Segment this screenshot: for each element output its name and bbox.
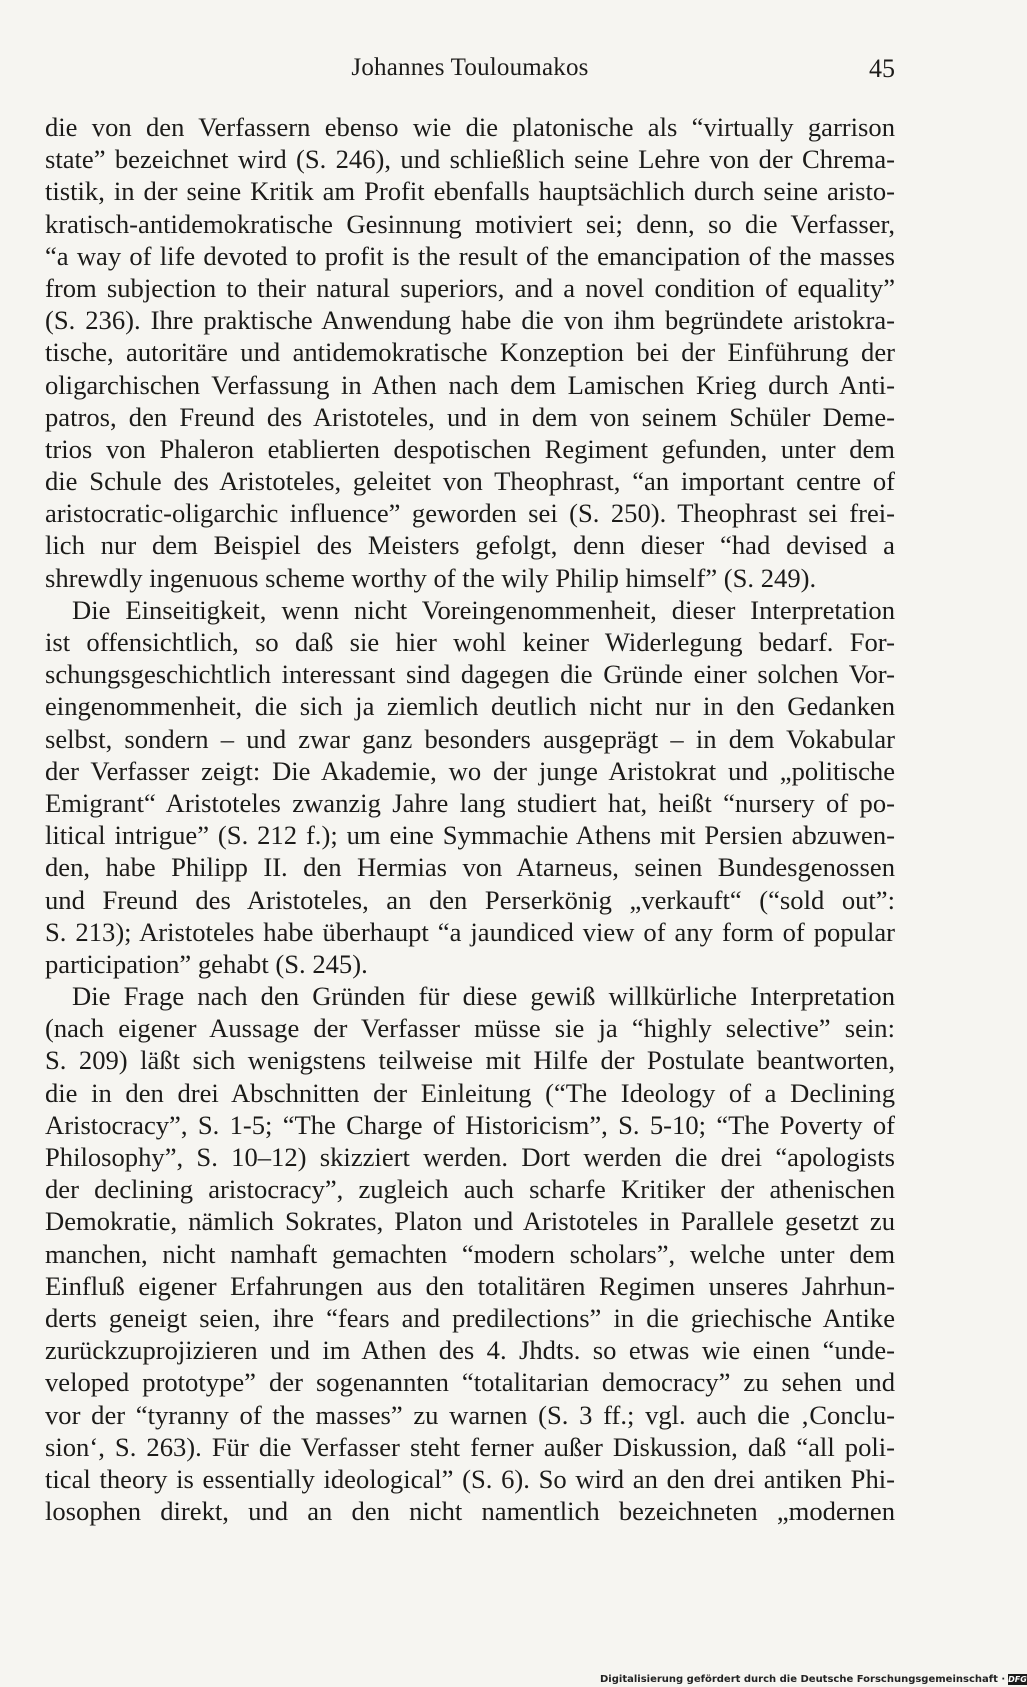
text-line: sion‘, S. 263). Für die Verfasser steht ferner außer Diskussion, daß “all poli- [45, 1431, 895, 1462]
text-line: Einfluß eigener Erfahrungen aus den totalitären Regimen unseres Jahrhun- [45, 1270, 895, 1301]
text-line: den, habe Philipp II. den Hermias von Atarneus, seinen Bundesgenossen [45, 852, 895, 883]
text-line: die von den Verfassern ebenso wie die platonische als “virtually garrison [45, 112, 895, 142]
text-line: (S. 236). Ihre praktische Anwendung habe die von ihm begründete aristokra- [45, 305, 895, 336]
text-line: die in den drei Abschnitten der Einleitung (“The Ideology of a Declining [45, 1077, 895, 1108]
paragraph [45, 594, 895, 980]
text-line: und Freund des Aristoteles, an den Perserkönig „verkauft“ (“sold out”: [45, 884, 895, 915]
running-header [45, 54, 895, 88]
paragraph [45, 111, 895, 594]
text-line: “a way of life devoted to profit is the result of the emancipation of the masses [45, 240, 895, 271]
text-line: kratisch-antidemokratische Gesinnung motiviert sei; denn, so die Verfasser, [45, 208, 895, 239]
text-line: tistik, in der seine Kritik am Profit ebenfalls hauptsächlich durch seine aristo- [45, 176, 895, 207]
text-line: schungsgeschichtlich interessant sind dagegen die Gründe einer solchen Vor- [45, 659, 895, 690]
paragraph [45, 980, 895, 1527]
text-line: Die Einseitigkeit, wenn nicht Voreingenommenheit, dieser Interpretation [72, 594, 895, 625]
text-line: ist offensichtlich, so daß sie hier wohl keiner Widerlegung bedarf. For- [45, 627, 895, 657]
footer-credit: Digitalisierung gefördert durch die Deutsche Forschungsgemeinschaft · [600, 1673, 1006, 1685]
text-line: derts geneigt seien, ihre “fears and predilections” in die griechische Antike [45, 1302, 895, 1333]
page-number: 45 [869, 54, 895, 83]
text-line: shrewdly ingenuous scheme worthy of the wily Philip himself” (S. 249). [45, 562, 817, 593]
text-line: selbst, sondern – und zwar ganz besonders ausgeprägt – in dem Vokabular [45, 723, 895, 754]
text-line: Philosophy”, S. 10–12) skizziert werden. Dort werden die drei “apologists [45, 1142, 895, 1172]
text-line: patros, den Freund des Aristoteles, und in dem von seinem Schüler Deme- [45, 401, 895, 432]
text-line: tical theory is essentially ideological” (S. 6). So wird an den drei antiken Phi- [45, 1463, 895, 1494]
dfg-logo: DFG [1008, 1674, 1027, 1684]
text-line: S. 213); Aristoteles habe überhaupt “a jaundiced view of any form of popular [45, 916, 895, 947]
text-line: eingenommenheit, die sich ja ziemlich deutlich nicht nur in den Gedanken [45, 691, 895, 722]
text-line: Die Frage nach den Gründen für diese gewiß willkürliche Interpretation [72, 981, 895, 1012]
text-line: litical intrigue” (S. 212 f.); um eine Symmachie Athens mit Persien abzuwen- [45, 820, 895, 851]
text-line: trios von Phaleron etablierten despotischen Regiment gefunden, unter dem [45, 433, 895, 464]
text-line: oligarchischen Verfassung in Athen nach dem Lamischen Krieg durch Anti- [45, 369, 895, 400]
text-line: manchen, nicht namhaft gemachten “modern scholars”, welche unter dem [45, 1238, 895, 1269]
text-line: Aristocracy”, S. 1-5; “The Charge of Historicism”, S. 5-10; “The Poverty of [45, 1109, 895, 1140]
text-line: state” bezeichnet wird (S. 246), und schließlich seine Lehre von der Chrema- [45, 144, 895, 175]
text-line: from subjection to their natural superiors, and a novel condition of equality” [45, 272, 895, 303]
text-line: Demokratie, nämlich Sokrates, Platon und Aristoteles in Parallele gesetzt zu [45, 1206, 895, 1237]
running-header-author: Johannes Touloumakos [351, 54, 589, 81]
digitization-footer [600, 1672, 1027, 1686]
text-line: losophen direkt, und an den nicht namentlich bezeichneten „modernen [45, 1496, 895, 1527]
text-line: S. 209) läßt sich wenigstens teilweise mit Hilfe der Postulate beantworten, [45, 1045, 895, 1076]
body-text [45, 111, 895, 1527]
text-line: (nach eigener Aussage der Verfasser müsse sie ja “highly selective” sein: [45, 1013, 895, 1044]
text-line: zurückzuprojizieren und im Athen des 4. Jhdts. so etwas wie einen “unde- [45, 1335, 895, 1366]
text-line: tische, autoritäre und antidemokratische Konzeption bei der Einführung der [45, 337, 895, 368]
text-line: der declining aristocracy”, zugleich auch scharfe Kritiker der athenischen [45, 1174, 895, 1205]
text-line: veloped prototype” der sogenannten “totalitarian democracy” zu sehen und [45, 1367, 895, 1398]
text-line: lich nur dem Beispiel des Meisters gefolgt, denn dieser “had devised a [45, 530, 895, 561]
text-line: participation” gehabt (S. 245). [45, 948, 368, 979]
text-line: aristocratic-oligarchic influence” geworden sei (S. 250). Theophrast sei frei- [45, 498, 895, 529]
text-line: der Verfasser zeigt: Die Akademie, wo der junge Aristokrat und „politische [45, 755, 895, 786]
text-line: vor der “tyranny of the masses” zu warnen (S. 3 ff.; vgl. auch die ‚Conclu- [45, 1399, 895, 1430]
text-line: Emigrant“ Aristoteles zwanzig Jahre lang studiert hat, heißt “nursery of po- [45, 787, 895, 818]
text-line: die Schule des Aristoteles, geleitet von Theophrast, “an important centre of [45, 466, 895, 497]
